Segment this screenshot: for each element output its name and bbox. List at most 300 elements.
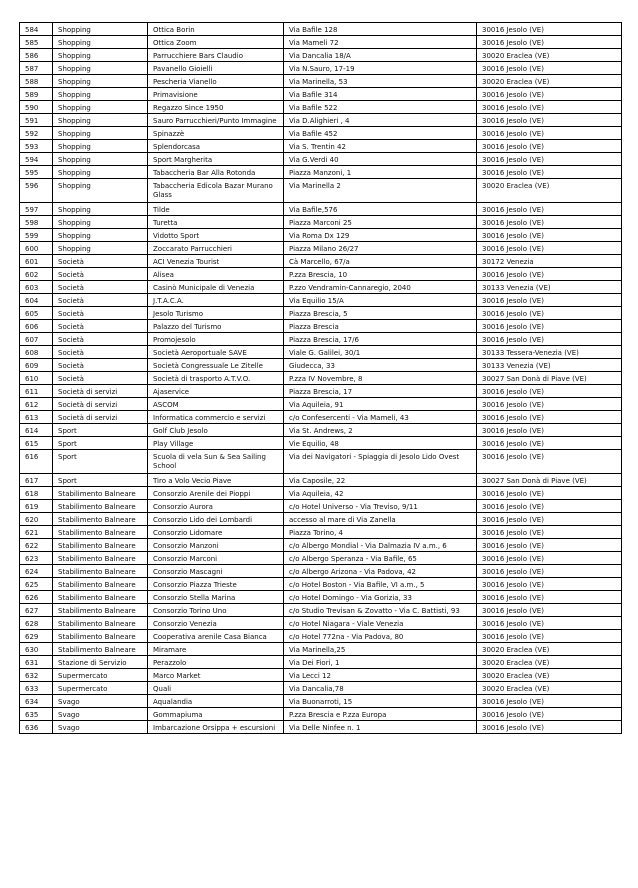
address-cell: Vie Equilio, 48 xyxy=(284,437,477,450)
address-cell: Piazza Milano 26/27 xyxy=(284,242,477,255)
address-cell: Via St. Andrews, 2 xyxy=(284,424,477,437)
address-cell: c/o Hotel Universo - Via Treviso, 9/11 xyxy=(284,500,477,513)
address-cell: c/o Albergo Mondial - Via Dalmazia IV a.m., 6 xyxy=(284,539,477,552)
name-cell: Ajaservice xyxy=(148,385,284,398)
name-cell: Golf Club Jesolo xyxy=(148,424,284,437)
table-row xyxy=(20,604,622,617)
table-row xyxy=(20,372,622,385)
row-number-cell: 588 xyxy=(20,75,53,88)
name-cell: Promojesolo xyxy=(148,333,284,346)
name-cell: Tabaccheria Edicola Bazar Murano Glass xyxy=(148,179,284,203)
table-row xyxy=(20,487,622,500)
category-cell: Shopping xyxy=(53,179,148,203)
table-row xyxy=(20,578,622,591)
address-cell: Piazza Brescia, 17/6 xyxy=(284,333,477,346)
table-row xyxy=(20,682,622,695)
city-cell: 30016 Jesolo (VE) xyxy=(477,101,622,114)
category-cell: Stabilimento Balneare xyxy=(53,578,148,591)
category-cell: Società xyxy=(53,294,148,307)
table-row xyxy=(20,127,622,140)
table-row xyxy=(20,281,622,294)
address-cell: Viale G. Galilei, 30/1 xyxy=(284,346,477,359)
row-number-cell: 597 xyxy=(20,203,53,216)
address-cell: Via Bafile 128 xyxy=(284,23,477,36)
city-cell: 30016 Jesolo (VE) xyxy=(477,127,622,140)
address-cell: Via D.Alighieri , 4 xyxy=(284,114,477,127)
row-number-cell: 612 xyxy=(20,398,53,411)
row-number-cell: 592 xyxy=(20,127,53,140)
city-cell: 30020 Eraclea (VE) xyxy=(477,179,622,203)
name-cell: Spinazzè xyxy=(148,127,284,140)
city-cell: 30020 Eraclea (VE) xyxy=(477,643,622,656)
address-cell: Via N.Sauro, 17-19 xyxy=(284,62,477,75)
city-cell: 30016 Jesolo (VE) xyxy=(477,513,622,526)
city-cell: 30016 Jesolo (VE) xyxy=(477,500,622,513)
city-cell: 30016 Jesolo (VE) xyxy=(477,140,622,153)
address-cell: Via Aquileia, 42 xyxy=(284,487,477,500)
category-cell: Stazione di Servizio xyxy=(53,656,148,669)
city-cell: 30020 Eraclea (VE) xyxy=(477,49,622,62)
city-cell: 30027 San Donà di Piave (VE) xyxy=(477,474,622,487)
row-number-cell: 619 xyxy=(20,500,53,513)
category-cell: Stabilimento Balneare xyxy=(53,513,148,526)
table-row xyxy=(20,500,622,513)
address-cell: Via Buonarroti, 15 xyxy=(284,695,477,708)
category-cell: Shopping xyxy=(53,166,148,179)
city-cell: 30016 Jesolo (VE) xyxy=(477,333,622,346)
city-cell: 30016 Jesolo (VE) xyxy=(477,166,622,179)
row-number-cell: 617 xyxy=(20,474,53,487)
row-number-cell: 589 xyxy=(20,88,53,101)
table-row xyxy=(20,179,622,203)
category-cell: Shopping xyxy=(53,88,148,101)
address-cell: Piazza Manzoni, 1 xyxy=(284,166,477,179)
row-number-cell: 608 xyxy=(20,346,53,359)
category-cell: Stabilimento Balneare xyxy=(53,617,148,630)
row-number-cell: 623 xyxy=(20,552,53,565)
table-row xyxy=(20,359,622,372)
table-row xyxy=(20,114,622,127)
table-row xyxy=(20,23,622,36)
name-cell: Società Aeroportuale SAVE xyxy=(148,346,284,359)
table-row xyxy=(20,591,622,604)
address-cell: Piazza Torino, 4 xyxy=(284,526,477,539)
category-cell: Shopping xyxy=(53,36,148,49)
city-cell: 30016 Jesolo (VE) xyxy=(477,203,622,216)
category-cell: Stabilimento Balneare xyxy=(53,643,148,656)
table-row xyxy=(20,101,622,114)
name-cell: Quali xyxy=(148,682,284,695)
address-cell: Via G.Verdi 40 xyxy=(284,153,477,166)
row-number-cell: 635 xyxy=(20,708,53,721)
city-cell: 30133 Venezia (VE) xyxy=(477,281,622,294)
address-cell: Via Bafile 452 xyxy=(284,127,477,140)
category-cell: Società xyxy=(53,268,148,281)
table-row xyxy=(20,153,622,166)
address-cell: c/o Hotel Boston - Via Bafile, VI a.m., 5 xyxy=(284,578,477,591)
table-row xyxy=(20,513,622,526)
name-cell: Consorzio Lido dei Lombardi xyxy=(148,513,284,526)
category-cell: Supermercato xyxy=(53,669,148,682)
name-cell: Imbarcazione Orsippa + escursioni xyxy=(148,721,284,734)
name-cell: Informatica commercio e servizi xyxy=(148,411,284,424)
row-number-cell: 625 xyxy=(20,578,53,591)
address-cell: Via Roma Dx 129 xyxy=(284,229,477,242)
address-cell: P.zzo Vendramin-Cannaregio, 2040 xyxy=(284,281,477,294)
table-row xyxy=(20,242,622,255)
city-cell: 30016 Jesolo (VE) xyxy=(477,23,622,36)
name-cell: Parrucchiere Bars Claudio xyxy=(148,49,284,62)
address-cell: Via Lecci 12 xyxy=(284,669,477,682)
address-cell: Via Marinella, 53 xyxy=(284,75,477,88)
city-cell: 30020 Eraclea (VE) xyxy=(477,656,622,669)
name-cell: Primavisione xyxy=(148,88,284,101)
name-cell: Zoccarato Parrucchieri xyxy=(148,242,284,255)
row-number-cell: 636 xyxy=(20,721,53,734)
address-cell: Via Dancalia,78 xyxy=(284,682,477,695)
name-cell: Play Village xyxy=(148,437,284,450)
row-number-cell: 607 xyxy=(20,333,53,346)
city-cell: 30016 Jesolo (VE) xyxy=(477,695,622,708)
table-row xyxy=(20,539,622,552)
name-cell: Jesolo Turismo xyxy=(148,307,284,320)
category-cell: Svago xyxy=(53,721,148,734)
address-cell: Via Mameli 72 xyxy=(284,36,477,49)
address-cell: Via Aquileia, 91 xyxy=(284,398,477,411)
category-cell: Shopping xyxy=(53,216,148,229)
city-cell: 30016 Jesolo (VE) xyxy=(477,437,622,450)
category-cell: Shopping xyxy=(53,229,148,242)
row-number-cell: 622 xyxy=(20,539,53,552)
name-cell: Società Congressuale Le Zitelle xyxy=(148,359,284,372)
row-number-cell: 599 xyxy=(20,229,53,242)
name-cell: Sport Margherita xyxy=(148,153,284,166)
row-number-cell: 627 xyxy=(20,604,53,617)
name-cell: Gommapiuma xyxy=(148,708,284,721)
address-cell: c/o Hotel Niagara - Viale Venezia xyxy=(284,617,477,630)
row-number-cell: 618 xyxy=(20,487,53,500)
row-number-cell: 601 xyxy=(20,255,53,268)
category-cell: Società di servizi xyxy=(53,385,148,398)
name-cell: Tiro a Volo Vecio Piave xyxy=(148,474,284,487)
category-cell: Svago xyxy=(53,708,148,721)
category-cell: Società di servizi xyxy=(53,411,148,424)
city-cell: 30016 Jesolo (VE) xyxy=(477,565,622,578)
address-cell: Via Equilio 15/A xyxy=(284,294,477,307)
address-cell: Via Bafile 314 xyxy=(284,88,477,101)
name-cell: Ottica Borin xyxy=(148,23,284,36)
city-cell: 30016 Jesolo (VE) xyxy=(477,604,622,617)
city-cell: 30016 Jesolo (VE) xyxy=(477,36,622,49)
category-cell: Sport xyxy=(53,474,148,487)
address-cell: P.zza Brescia e P.zza Europa xyxy=(284,708,477,721)
city-cell: 30016 Jesolo (VE) xyxy=(477,424,622,437)
city-cell: 30016 Jesolo (VE) xyxy=(477,268,622,281)
row-number-cell: 590 xyxy=(20,101,53,114)
city-cell: 30016 Jesolo (VE) xyxy=(477,617,622,630)
address-cell: P.zza Brescia, 10 xyxy=(284,268,477,281)
category-cell: Società di servizi xyxy=(53,398,148,411)
row-number-cell: 631 xyxy=(20,656,53,669)
city-cell: 30016 Jesolo (VE) xyxy=(477,153,622,166)
name-cell: Miramare xyxy=(148,643,284,656)
address-cell: Via Caposile, 22 xyxy=(284,474,477,487)
table-row xyxy=(20,333,622,346)
name-cell: Vidotto Sport xyxy=(148,229,284,242)
table-row xyxy=(20,721,622,734)
table-row xyxy=(20,255,622,268)
city-cell: 30016 Jesolo (VE) xyxy=(477,721,622,734)
row-number-cell: 615 xyxy=(20,437,53,450)
city-cell: 30016 Jesolo (VE) xyxy=(477,229,622,242)
name-cell: Palazzo del Turismo xyxy=(148,320,284,333)
table-row xyxy=(20,88,622,101)
row-number-cell: 602 xyxy=(20,268,53,281)
name-cell: Consorzio Torino Uno xyxy=(148,604,284,617)
category-cell: Supermercato xyxy=(53,682,148,695)
row-number-cell: 621 xyxy=(20,526,53,539)
address-cell: Piazza Brescia, 5 xyxy=(284,307,477,320)
city-cell: 30016 Jesolo (VE) xyxy=(477,307,622,320)
name-cell: Consorzio Lidomare xyxy=(148,526,284,539)
table-row xyxy=(20,294,622,307)
category-cell: Shopping xyxy=(53,242,148,255)
category-cell: Shopping xyxy=(53,114,148,127)
row-number-cell: 587 xyxy=(20,62,53,75)
name-cell: Pescheria Vianello xyxy=(148,75,284,88)
table-row xyxy=(20,552,622,565)
address-cell: Via Dancalia 18/A xyxy=(284,49,477,62)
category-cell: Stabilimento Balneare xyxy=(53,591,148,604)
table-row xyxy=(20,307,622,320)
table-row xyxy=(20,474,622,487)
row-number-cell: 586 xyxy=(20,49,53,62)
table-row xyxy=(20,268,622,281)
city-cell: 30016 Jesolo (VE) xyxy=(477,294,622,307)
address-cell: Via Delle Ninfee n. 1 xyxy=(284,721,477,734)
table-row xyxy=(20,437,622,450)
table-row xyxy=(20,656,622,669)
table-row xyxy=(20,346,622,359)
category-cell: Sport xyxy=(53,437,148,450)
address-cell: Cà Marcello, 67/a xyxy=(284,255,477,268)
address-cell: Via Marinella 2 xyxy=(284,179,477,203)
address-cell: c/o Confesercenti - Via Mameli, 43 xyxy=(284,411,477,424)
table-row xyxy=(20,216,622,229)
city-cell: 30016 Jesolo (VE) xyxy=(477,630,622,643)
category-cell: Shopping xyxy=(53,101,148,114)
category-cell: Società xyxy=(53,372,148,385)
city-cell: 30020 Eraclea (VE) xyxy=(477,669,622,682)
category-cell: Shopping xyxy=(53,203,148,216)
table-row xyxy=(20,630,622,643)
address-cell: Via Marinella,25 xyxy=(284,643,477,656)
category-cell: Sport xyxy=(53,450,148,474)
category-cell: Shopping xyxy=(53,140,148,153)
name-cell: Scuola di vela Sun & Sea Sailing School xyxy=(148,450,284,474)
row-number-cell: 609 xyxy=(20,359,53,372)
row-number-cell: 606 xyxy=(20,320,53,333)
name-cell: Splendorcasa xyxy=(148,140,284,153)
directory-table-body xyxy=(20,23,622,734)
address-cell: c/o Studio Trevisan & Zovatto - Via C. Battisti, 93 xyxy=(284,604,477,617)
category-cell: Società xyxy=(53,320,148,333)
city-cell: 30016 Jesolo (VE) xyxy=(477,320,622,333)
category-cell: Stabilimento Balneare xyxy=(53,487,148,500)
name-cell: Ottica Zoom xyxy=(148,36,284,49)
city-cell: 30027 San Donà di Piave (VE) xyxy=(477,372,622,385)
table-row xyxy=(20,617,622,630)
city-cell: 30016 Jesolo (VE) xyxy=(477,487,622,500)
city-cell: 30016 Jesolo (VE) xyxy=(477,591,622,604)
name-cell: Regazzo Since 1950 xyxy=(148,101,284,114)
name-cell: Consorzio Marconi xyxy=(148,552,284,565)
directory-table xyxy=(19,22,622,734)
category-cell: Stabilimento Balneare xyxy=(53,565,148,578)
address-cell: Via Bafile 522 xyxy=(284,101,477,114)
name-cell: Tabaccheria Bar Alla Rotonda xyxy=(148,166,284,179)
category-cell: Società xyxy=(53,255,148,268)
row-number-cell: 594 xyxy=(20,153,53,166)
city-cell: 30016 Jesolo (VE) xyxy=(477,450,622,474)
row-number-cell: 600 xyxy=(20,242,53,255)
category-cell: Shopping xyxy=(53,49,148,62)
row-number-cell: 628 xyxy=(20,617,53,630)
category-cell: Società xyxy=(53,281,148,294)
table-row xyxy=(20,450,622,474)
table-row xyxy=(20,229,622,242)
row-number-cell: 632 xyxy=(20,669,53,682)
table-row xyxy=(20,75,622,88)
city-cell: 30016 Jesolo (VE) xyxy=(477,62,622,75)
category-cell: Società xyxy=(53,359,148,372)
table-row xyxy=(20,424,622,437)
row-number-cell: 624 xyxy=(20,565,53,578)
row-number-cell: 630 xyxy=(20,643,53,656)
row-number-cell: 626 xyxy=(20,591,53,604)
city-cell: 30172 Venezia xyxy=(477,255,622,268)
table-row xyxy=(20,385,622,398)
table-row xyxy=(20,36,622,49)
address-cell: accesso al mare di Via Zanella xyxy=(284,513,477,526)
table-row xyxy=(20,203,622,216)
name-cell: Consorzio Venezia xyxy=(148,617,284,630)
address-cell: c/o Albergo Speranza - Via Bafile, 65 xyxy=(284,552,477,565)
address-cell: c/o Hotel Domingo - Via Gorizia, 33 xyxy=(284,591,477,604)
city-cell: 30016 Jesolo (VE) xyxy=(477,708,622,721)
row-number-cell: 604 xyxy=(20,294,53,307)
category-cell: Shopping xyxy=(53,127,148,140)
address-cell: c/o Hotel 772na - Via Padova, 80 xyxy=(284,630,477,643)
name-cell: Sauro Parrucchieri/Punto Immagine xyxy=(148,114,284,127)
category-cell: Società xyxy=(53,307,148,320)
name-cell: Alisea xyxy=(148,268,284,281)
category-cell: Stabilimento Balneare xyxy=(53,604,148,617)
name-cell: Consorzio Stella Marina xyxy=(148,591,284,604)
category-cell: Svago xyxy=(53,695,148,708)
city-cell: 30016 Jesolo (VE) xyxy=(477,539,622,552)
row-number-cell: 634 xyxy=(20,695,53,708)
table-row xyxy=(20,140,622,153)
name-cell: Consorzio Piazza Trieste xyxy=(148,578,284,591)
city-cell: 30016 Jesolo (VE) xyxy=(477,216,622,229)
name-cell: Consorzio Arenile dei Pioppi xyxy=(148,487,284,500)
table-row xyxy=(20,708,622,721)
row-number-cell: 629 xyxy=(20,630,53,643)
row-number-cell: 595 xyxy=(20,166,53,179)
row-number-cell: 611 xyxy=(20,385,53,398)
table-row xyxy=(20,166,622,179)
category-cell: Stabilimento Balneare xyxy=(53,526,148,539)
address-cell: Via Dei Fiori, 1 xyxy=(284,656,477,669)
table-row xyxy=(20,669,622,682)
category-cell: Shopping xyxy=(53,62,148,75)
row-number-cell: 610 xyxy=(20,372,53,385)
table-row xyxy=(20,565,622,578)
category-cell: Sport xyxy=(53,424,148,437)
category-cell: Shopping xyxy=(53,75,148,88)
table-row xyxy=(20,49,622,62)
address-cell: Giudecca, 33 xyxy=(284,359,477,372)
row-number-cell: 613 xyxy=(20,411,53,424)
name-cell: Consorzio Mascagni xyxy=(148,565,284,578)
address-cell: Via dei Navigatori - Spiaggia di Jesolo Lido Ovest xyxy=(284,450,477,474)
name-cell: Cooperativa arenile Casa Bianca xyxy=(148,630,284,643)
name-cell: Marco Market xyxy=(148,669,284,682)
category-cell: Stabilimento Balneare xyxy=(53,552,148,565)
city-cell: 30016 Jesolo (VE) xyxy=(477,242,622,255)
document-page xyxy=(19,22,621,734)
row-number-cell: 591 xyxy=(20,114,53,127)
name-cell: J.T.A.C.A. xyxy=(148,294,284,307)
table-row xyxy=(20,643,622,656)
name-cell: Pavanello Gioielli xyxy=(148,62,284,75)
city-cell: 30016 Jesolo (VE) xyxy=(477,578,622,591)
row-number-cell: 633 xyxy=(20,682,53,695)
name-cell: Turetta xyxy=(148,216,284,229)
row-number-cell: 603 xyxy=(20,281,53,294)
city-cell: 30016 Jesolo (VE) xyxy=(477,398,622,411)
name-cell: Tilde xyxy=(148,203,284,216)
row-number-cell: 593 xyxy=(20,140,53,153)
row-number-cell: 598 xyxy=(20,216,53,229)
address-cell: P.zza IV Novembre, 8 xyxy=(284,372,477,385)
category-cell: Shopping xyxy=(53,23,148,36)
category-cell: Shopping xyxy=(53,153,148,166)
row-number-cell: 605 xyxy=(20,307,53,320)
table-row xyxy=(20,398,622,411)
row-number-cell: 585 xyxy=(20,36,53,49)
city-cell: 30016 Jesolo (VE) xyxy=(477,385,622,398)
city-cell: 30016 Jesolo (VE) xyxy=(477,526,622,539)
name-cell: Consorzio Aurora xyxy=(148,500,284,513)
row-number-cell: 584 xyxy=(20,23,53,36)
category-cell: Società xyxy=(53,346,148,359)
address-cell: Piazza Marconi 25 xyxy=(284,216,477,229)
address-cell: Piazza Brescia xyxy=(284,320,477,333)
name-cell: Società di trasporto A.T.V.O. xyxy=(148,372,284,385)
city-cell: 30016 Jesolo (VE) xyxy=(477,114,622,127)
address-cell: Piazza Brescia, 17 xyxy=(284,385,477,398)
name-cell: ACI Venezia Tourist xyxy=(148,255,284,268)
name-cell: Consorzio Manzoni xyxy=(148,539,284,552)
address-cell: Via S. Trentin 42 xyxy=(284,140,477,153)
city-cell: 30016 Jesolo (VE) xyxy=(477,411,622,424)
category-cell: Società xyxy=(53,333,148,346)
row-number-cell: 620 xyxy=(20,513,53,526)
city-cell: 30020 Eraclea (VE) xyxy=(477,682,622,695)
city-cell: 30133 Tessera-Venezia (VE) xyxy=(477,346,622,359)
